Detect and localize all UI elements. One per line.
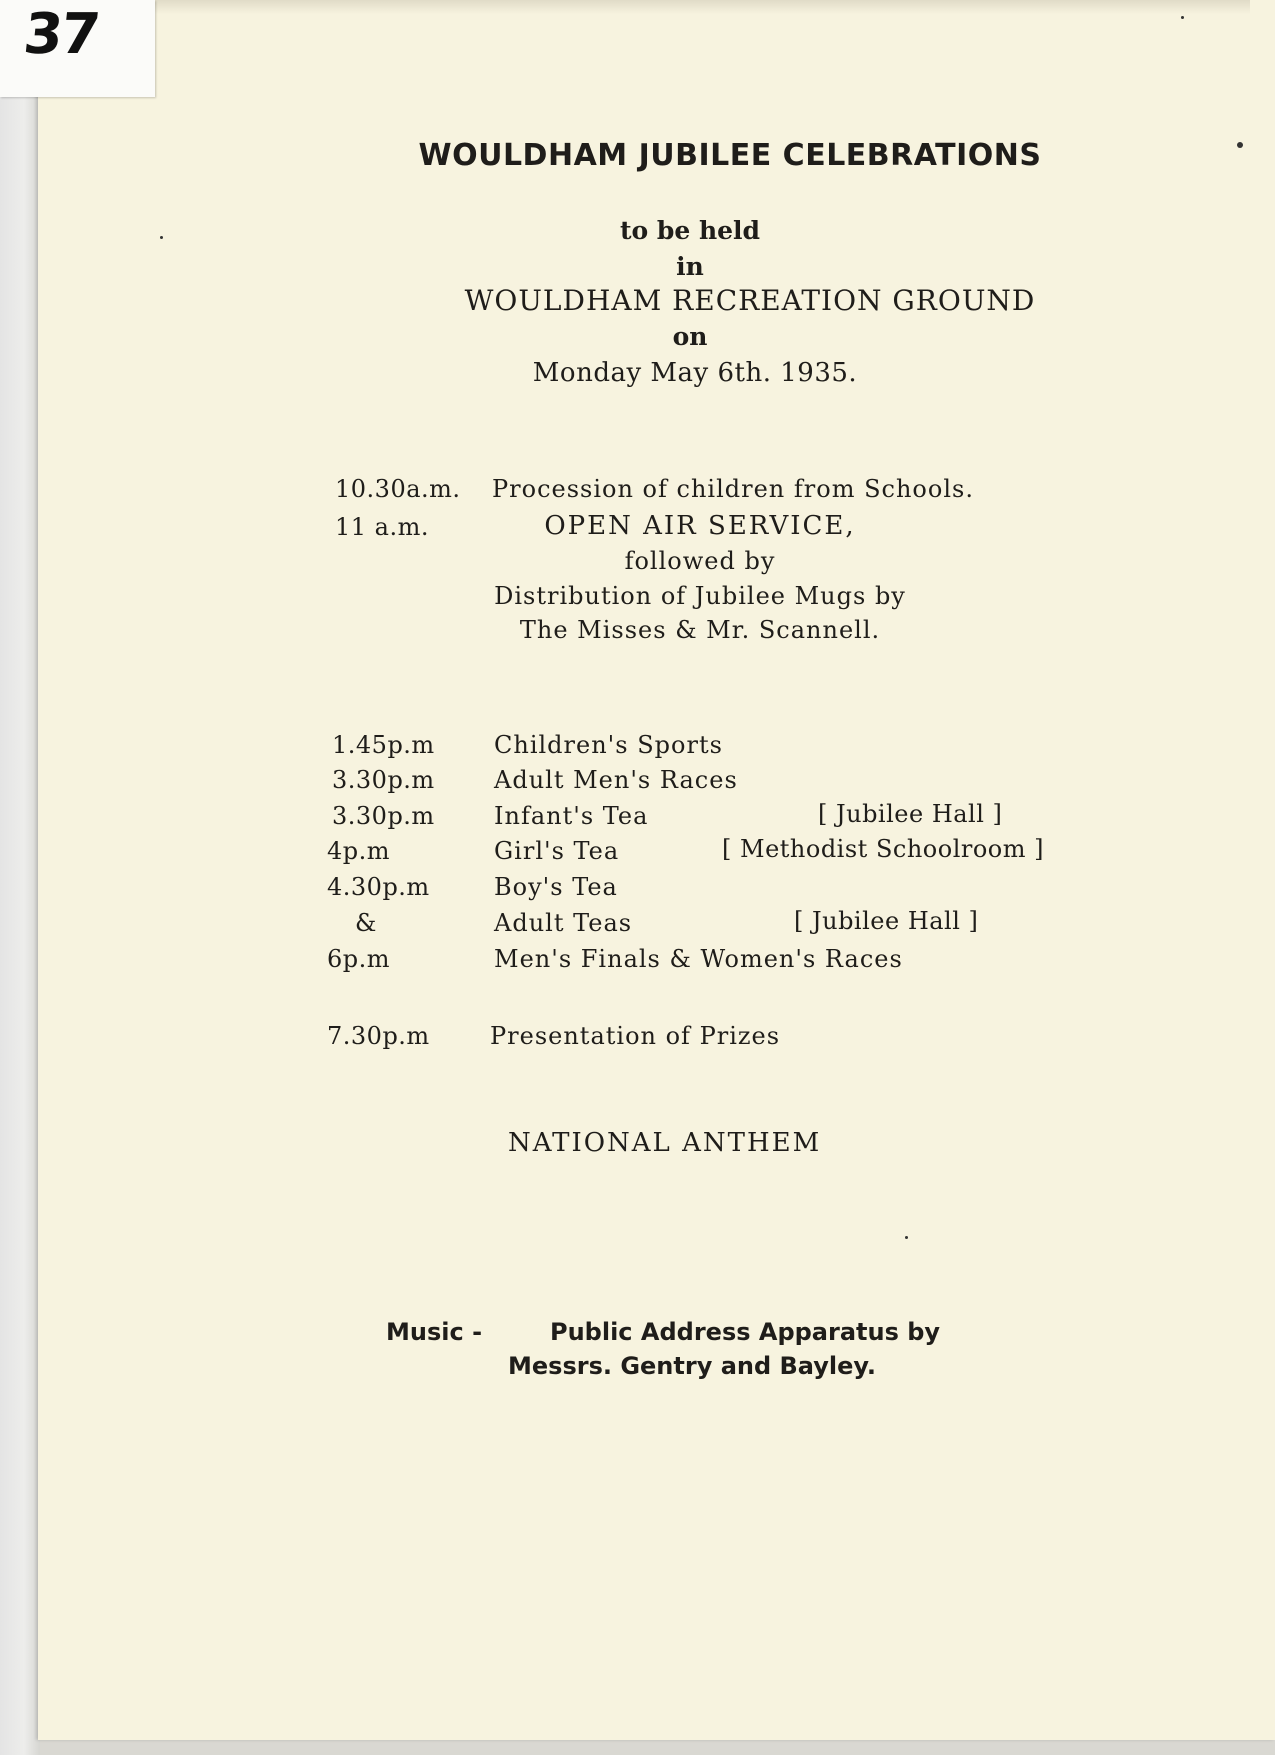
page-number: 37 [20, 2, 102, 67]
schedule-venue: [ Jubilee Hall ] [794, 907, 979, 935]
paper-speck [1237, 142, 1243, 148]
heading-in: in [676, 252, 704, 281]
morning-event-1: Procession of children from Schools. [492, 475, 974, 503]
misses-line: The Misses & Mr. Scannell. [519, 616, 881, 644]
document-title: WOULDHAM JUBILEE CELEBRATIONS [418, 138, 1042, 173]
schedule-venue: [ Jubilee Hall ] [818, 800, 1003, 828]
schedule-event: Adult Teas [494, 909, 633, 937]
schedule-time: 4.30p.m [327, 873, 430, 901]
heading-date: Monday May 6th. 1935. [532, 358, 858, 388]
schedule-time: 1.45p.m [332, 731, 435, 759]
music-line-1: Public Address Apparatus by [550, 1318, 941, 1346]
schedule-event: Boy's Tea [494, 873, 618, 901]
evening-event: Presentation of Prizes [490, 1022, 781, 1050]
schedule-event: Girl's Tea [494, 837, 620, 865]
national-anthem: NATIONAL ANTHEM [508, 1128, 822, 1158]
page-number-label [0, 0, 155, 97]
open-air-service: OPEN AIR SERVICE, [544, 511, 856, 541]
schedule-venue: [ Methodist Schoolroom ] [722, 835, 1044, 863]
schedule-time: 6p.m [327, 945, 391, 973]
schedule-event: Adult Men's Races [494, 766, 738, 794]
schedule-time: 3.30p.m [332, 802, 435, 830]
followed-by: followed by [624, 547, 776, 575]
schedule-time: & [355, 909, 377, 937]
heading-venue: WOULDHAM RECREATION GROUND [464, 284, 1036, 317]
schedule-event: Infant's Tea [494, 802, 649, 830]
paper-speck [905, 1236, 908, 1239]
evening-time: 7.30p.m [327, 1022, 430, 1050]
schedule-time: 4p.m [327, 837, 391, 865]
morning-time-1: 10.30a.m. [335, 475, 461, 503]
heading-to-be-held: to be held [619, 216, 761, 245]
paper-speck [1181, 16, 1184, 19]
morning-time-2: 11 a.m. [335, 513, 429, 541]
paper-speck [160, 236, 163, 239]
paper-top-edge [150, 0, 1250, 14]
schedule-event: Men's Finals & Women's Races [494, 945, 903, 973]
music-line-2: Messrs. Gentry and Bayley. [508, 1352, 876, 1380]
left-strip [0, 95, 40, 1755]
distribution-line: Distribution of Jubilee Mugs by [494, 582, 906, 610]
schedule-event: Children's Sports [494, 731, 723, 759]
music-label: Music - [386, 1318, 483, 1346]
schedule-time: 3.30p.m [332, 766, 435, 794]
heading-on: on [672, 322, 708, 351]
